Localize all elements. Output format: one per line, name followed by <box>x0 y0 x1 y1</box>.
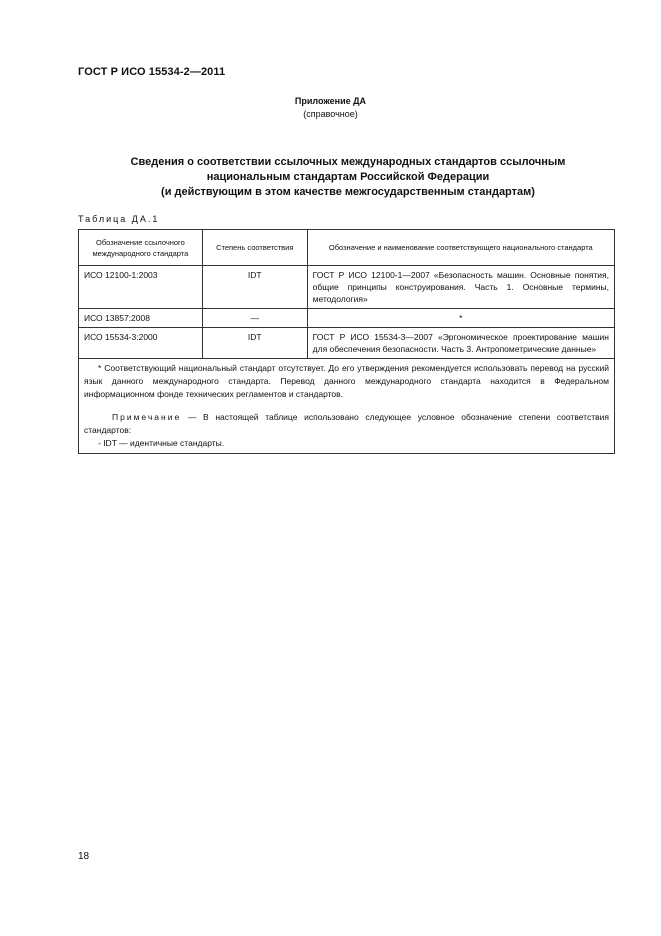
cell-reference: ИСО 12100-1:2003 <box>79 266 203 309</box>
appendix-title: Приложение ДА <box>294 96 367 106</box>
cell-degree: IDT <box>202 266 307 309</box>
section-title-line-3: (и действующим в этом качестве межгосударственным стандартам) <box>161 186 535 198</box>
table-footer-cell <box>79 359 615 454</box>
correspondence-table <box>78 229 615 454</box>
column-header-degree: Степень соответствия <box>202 230 307 266</box>
cell-reference: ИСО 13857:2008 <box>79 309 203 328</box>
cell-national: ГОСТ Р ИСО 15534-3—2007 «Эргономическое проектирование машин для обеспечения безопасности. Часть 3. Антропометрические данные» <box>307 328 614 359</box>
table-row <box>79 266 615 309</box>
section-title-line-2: национальным стандартам Российской Федерации <box>206 171 490 183</box>
page-number: 18 <box>78 851 90 862</box>
table-header-row <box>79 230 615 266</box>
cell-degree: — <box>202 309 307 328</box>
cell-national: * <box>307 309 614 328</box>
column-header-reference: Обозначение ссылочного международного стандарта <box>79 230 203 266</box>
cell-degree: IDT <box>202 328 307 359</box>
table-note <box>84 411 609 437</box>
section-title <box>80 155 616 200</box>
cell-national: ГОСТ Р ИСО 12100-1—2007 «Безопасность машин. Основные понятия, общие принципы конструирования. Часть 1. Основные термины, методология» <box>307 266 614 309</box>
column-header-national: Обозначение и наименование соответствующего национального стандарта <box>307 230 614 266</box>
note-legend: - IDT — идентичные стандарты. <box>98 438 225 448</box>
note-label: Примечание <box>112 412 182 422</box>
appendix-heading <box>0 95 661 121</box>
table-row <box>79 328 615 359</box>
note-text: — В настоящей таблице использовано следующее условное обозначение степени соответствия стандартов: <box>84 412 609 435</box>
table-caption: Таблица ДА.1 <box>78 214 160 224</box>
table-row <box>79 309 615 328</box>
cell-reference: ИСО 15534-3:2000 <box>79 328 203 359</box>
document-header: ГОСТ Р ИСО 15534-2—2011 <box>78 66 226 78</box>
table-footer-row <box>79 359 615 454</box>
section-title-line-1: Сведения о соответствии ссылочных международных стандартов ссылочным <box>130 156 566 168</box>
appendix-subtitle: (справочное) <box>303 109 358 119</box>
table-footnote: * Соответствующий национальный стандарт отсутствует. До его утверждения рекомендуется использовать перевод на русский язык данного международного стандарта. Перевод данного международного стандарта находится в Федеральном информационном фонде технических регламентов и стандартов. <box>84 363 609 399</box>
